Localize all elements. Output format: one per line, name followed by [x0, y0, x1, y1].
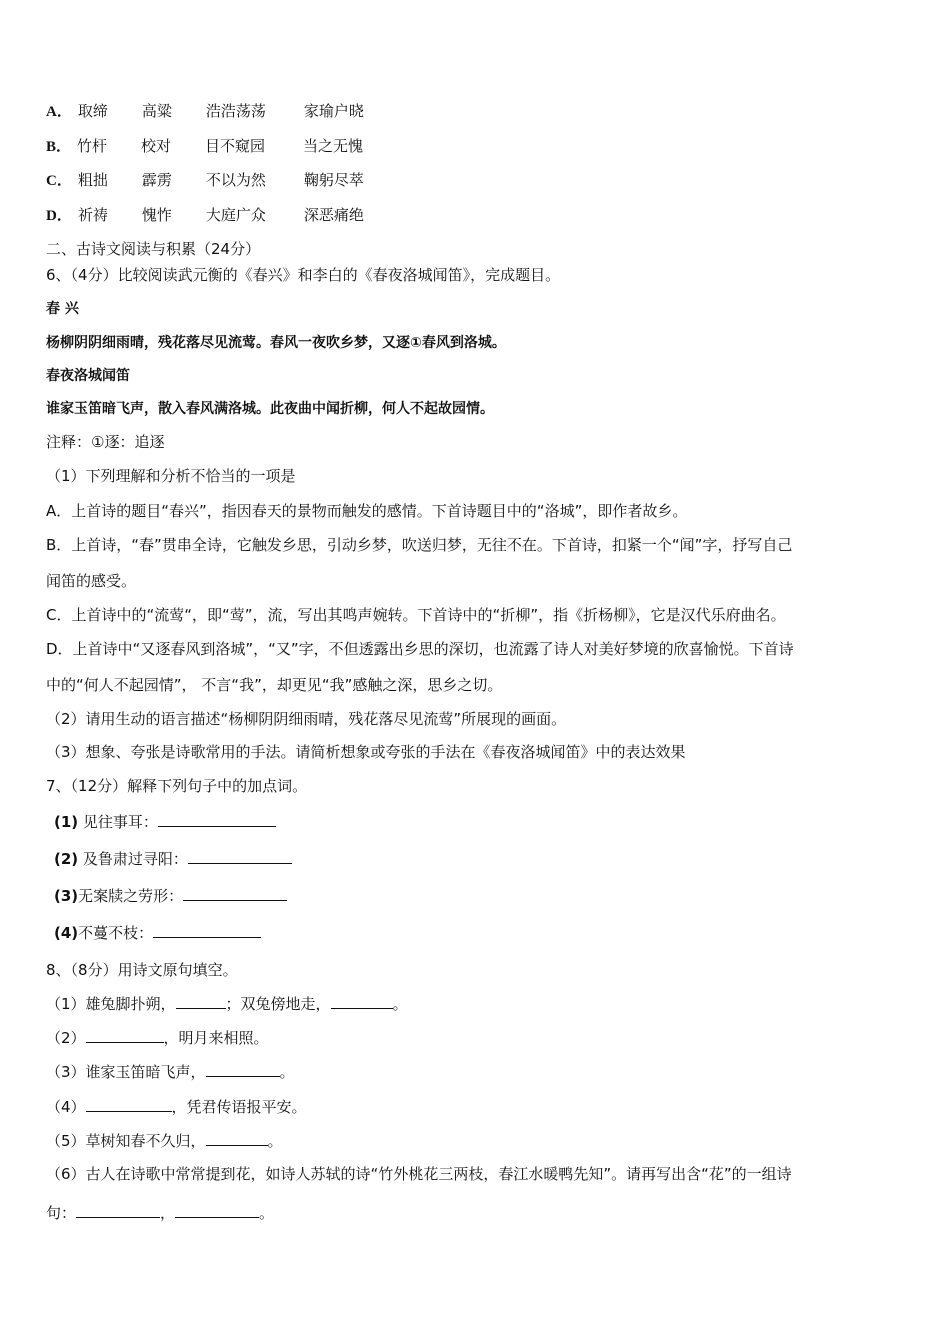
q7-header: 7、（12分）解释下列句子中的加点词。	[46, 777, 308, 795]
line-text: 。	[279, 1063, 295, 1081]
word: 校对	[141, 137, 172, 155]
item-text: 无案牍之劳形：	[78, 887, 184, 905]
poem1-text: 杨柳阴阴细雨晴，残花落尽见流莺。春风一夜吹乡梦，又逐①春风到洛城。	[46, 335, 506, 351]
q8-line-2	[46, 1027, 269, 1048]
word: 当之无愧	[303, 137, 364, 155]
answer-blank[interactable]	[176, 993, 226, 1009]
item-text: 见往事耳：	[78, 813, 158, 831]
q7-item-1	[54, 811, 276, 832]
answer-blank[interactable]	[86, 1027, 164, 1043]
word: 家瑜户晓	[303, 102, 364, 120]
answer-blank[interactable]	[188, 848, 292, 864]
line-text: （1）雄兔脚扑朔，	[46, 995, 176, 1013]
answer-blank[interactable]	[331, 993, 393, 1009]
word: 深恶痛绝	[303, 206, 364, 224]
word: 愧怍	[141, 206, 172, 224]
answer-blank[interactable]	[206, 1130, 268, 1146]
q8-line-6b	[46, 1202, 274, 1223]
line-text: ，明月来相照。	[163, 1029, 269, 1047]
section-title: 二、古诗文阅读与积累（24分）	[46, 240, 261, 258]
q6-option-d-line1: D．上首诗中“又逐春风到洛城”，“又”字，不但透露出乡思的深切，也流露了诗人对美好梦境的欣喜愉悦。下首诗	[46, 640, 794, 658]
item-number: (2)	[54, 850, 79, 868]
line-text: 。	[267, 1132, 283, 1150]
q6-sub1: （1）下列理解和分析不恰当的一项是	[46, 467, 296, 485]
q8-line-6a: （6）古人在诗歌中常常提到花，如诗人苏轼的诗“竹外桃花三两枝，春江水暖鸭先知”。请再写出含“花”的一组诗	[46, 1165, 792, 1183]
q8-line-5	[46, 1130, 283, 1151]
line-text: 。	[259, 1204, 275, 1222]
poem2-title: 春夜洛城闻笛	[46, 368, 130, 384]
q6-option-b-line1: B．上首诗，“春”贯串全诗，它触发乡思，引动乡梦，吹送归梦，无往不在。下首诗，扣紧一个“闻”字，抒写自己	[46, 536, 793, 554]
line-text: 句：	[46, 1204, 77, 1222]
line-text: 。	[392, 995, 408, 1013]
line-text: （2）	[46, 1029, 86, 1047]
q8-header: 8、（8分）用诗文原句填空。	[46, 961, 238, 979]
q7-item-2	[54, 848, 292, 869]
item-number: (4)	[54, 924, 79, 942]
poem1-title: 春 兴	[46, 301, 79, 317]
answer-blank[interactable]	[158, 811, 276, 827]
option-letter: D．	[46, 208, 72, 224]
answer-blank[interactable]	[76, 1202, 160, 1218]
item-number: (1)	[54, 813, 79, 831]
word: 高粱	[141, 102, 172, 120]
item-number: (3)	[54, 887, 79, 905]
answer-blank[interactable]	[183, 885, 287, 901]
word: 取缔	[77, 102, 108, 120]
q8-line-3	[46, 1061, 295, 1082]
word: 粗拙	[77, 171, 108, 189]
word: 大庭广众	[205, 206, 266, 224]
q6-header: 6、（4分）比较阅读武元衡的《春兴》和李白的《春夜洛城闻笛》，完成题目。	[46, 266, 561, 284]
word: 目不窥园	[205, 137, 266, 155]
q6-sub2: （2）请用生动的语言描述“杨柳阴阴细雨晴，残花落尽见流莺”所展现的画面。	[46, 710, 567, 728]
q7-item-4	[54, 922, 261, 943]
word: 鞠躬尽萃	[303, 171, 364, 189]
line-text: （3）谁家玉笛暗飞声，	[46, 1063, 206, 1081]
word: 祈祷	[77, 206, 108, 224]
answer-blank[interactable]	[206, 1061, 280, 1077]
option-d	[46, 205, 364, 226]
q6-sub3: （3）想象、夸张是诗歌常用的手法。请简析想象或夸张的手法在《春夜洛城闻笛》中的表达效果	[46, 743, 686, 761]
option-b	[46, 136, 363, 157]
q6-option-d-line2: 中的“何人不起园情”， 不言“我”，却更见“我”感触之深，思乡之切。	[46, 676, 503, 694]
option-letter: C．	[46, 173, 72, 189]
word: 不以为然	[205, 171, 266, 189]
line-text: （4）	[46, 1098, 86, 1116]
answer-blank[interactable]	[153, 922, 261, 938]
item-text: 及鲁肃过寻阳：	[78, 850, 188, 868]
note: 注释：①逐：追逐	[46, 433, 165, 451]
line-text: ；双兔傍地走，	[225, 995, 331, 1013]
option-letter: A．	[46, 104, 72, 120]
option-c	[46, 170, 364, 191]
line-text: （5）草树知春不久归，	[46, 1132, 206, 1150]
answer-blank[interactable]	[175, 1202, 259, 1218]
option-a	[46, 101, 364, 122]
q7-item-3	[54, 885, 287, 906]
line-text: ，凭君传语报平安。	[171, 1098, 307, 1116]
word: 浩浩荡荡	[205, 102, 266, 120]
q6-option-b-line2: 闻笛的感受。	[46, 572, 137, 590]
answer-blank[interactable]	[86, 1096, 172, 1112]
q6-option-a: A．上首诗的题目“春兴”，指因春天的景物而触发的感情。下首诗题目中的“洛城”，即作者故乡。	[46, 502, 688, 520]
poem2-text: 谁家玉笛暗飞声，散入春风满洛城。此夜曲中闻折柳，何人不起故园情。	[46, 401, 494, 417]
word: 霹雳	[141, 171, 172, 189]
option-letter: B．	[46, 139, 72, 155]
q8-line-4	[46, 1096, 307, 1117]
q8-line-1	[46, 993, 408, 1014]
word: 竹杆	[77, 137, 108, 155]
line-text: ，	[160, 1204, 176, 1222]
q6-option-c: C．上首诗中的“流莺“，即“莺”，流，写出其鸣声婉转。下首诗中的“折柳”，指《折杨柳》，它是汉代乐府曲名。	[46, 606, 786, 624]
item-text: 不蔓不枝：	[78, 924, 154, 942]
